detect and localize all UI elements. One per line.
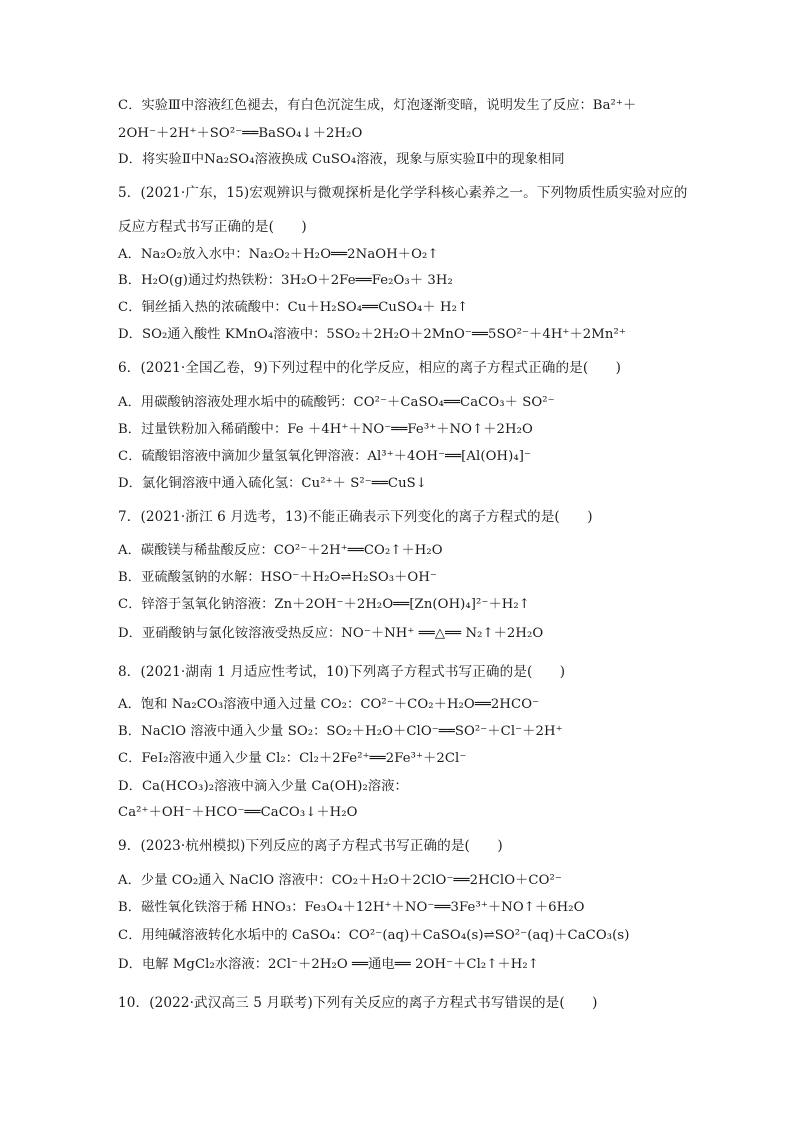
option-d-q4: D．将实验Ⅱ中Na₂SO₄溶液换成 CuSO₄溶液，现象与原实验Ⅱ中的现象相同 [118, 152, 565, 167]
option-c-q4-line2: 2OH⁻＋2H⁺＋SO²⁻══BaSO₄↓＋2H₂O [118, 126, 363, 141]
question-8: 8．(2021·湖南 1 月适应性考试，10)下列离子方程式书写正确的是( ) [118, 664, 566, 680]
question-5-line2: 反应方程式书写正确的是( ) [118, 219, 307, 235]
option-b-q5: B．H₂O(g)通过灼热铁粉：3H₂O＋2Fe══Fe₂O₃＋ 3H₂ [118, 273, 453, 288]
option-d-q6: D．氯化铜溶液中通入硫化氢：Cu²⁺＋ S²⁻══CuS↓ [118, 476, 427, 491]
question-10: 10．(2022·武汉高三 5 月联考)下列有关反应的离子方程式书写错误的是( ) [118, 995, 598, 1011]
option-a-q7: A．碳酸镁与稀盐酸反应：CO²⁻＋2H⁺══CO₂↑＋H₂O [118, 543, 443, 558]
option-b-q7: B．亚硫酸氢钠的水解：HSO⁻＋H₂O⇌H₂SO₃＋OH⁻ [118, 570, 437, 585]
option-b-q8: B．NaClO 溶液中通入少量 SO₂：SO₂＋H₂O＋ClO⁻══SO²⁻＋Cl⁻＋2H⁺ [118, 724, 563, 739]
option-c-q4-line1: C．实验Ⅲ中溶液红色褪去，有白色沉淀生成，灯泡逐渐变暗，说明发生了反应：Ba²⁺＋ [118, 98, 637, 113]
option-d-q5: D．SO₂通入酸性 KMnO₄溶液中：5SO₂＋2H₂O＋2MnO⁻══5SO²⁻＋4H⁺＋2Mn²⁺ [118, 327, 626, 342]
option-d-q9: D．电解 MgCl₂水溶液：2Cl⁻＋2H₂O ══通电══ 2OH⁻＋Cl₂↑＋H₂↑ [118, 957, 539, 972]
question-9: 9．(2023·杭州模拟)下列反应的离子方程式书写正确的是( ) [118, 838, 503, 854]
option-c-q5: C．铜丝插入热的浓硫酸中：Cu＋H₂SO₄══CuSO₄＋ H₂↑ [118, 300, 469, 315]
question-6: 6．(2021·全国乙卷，9)下列过程中的化学反应，相应的离子方程式正确的是( ) [118, 360, 622, 376]
option-c-q6: C．硫酸铝溶液中滴加少量氢氧化钾溶液：Al³⁺＋4OH⁻══[Al(OH)₄]⁻ [118, 449, 532, 464]
option-d-q7: D．亚硝酸钠与氯化铵溶液受热反应：NO⁻＋NH⁺ ══△══ N₂↑＋2H₂O [118, 626, 544, 641]
option-a-q8: A．饱和 Na₂CO₃溶液中通入过量 CO₂：CO²⁻＋CO₂＋H₂O══2HCO⁻ [118, 697, 540, 712]
option-c-q9: C．用纯碱溶液转化水垢中的 CaSO₄：CO²⁻(aq)＋CaSO₄(s)⇌SO²⁻(aq)＋CaCO₃(s) [118, 928, 630, 943]
option-d-q8-line2: Ca²⁺＋OH⁻＋HCO⁻══CaCO₃↓＋H₂O [118, 805, 358, 820]
option-b-q9: B．磁性氧化铁溶于稀 HNO₃：Fe₃O₄＋12H⁺＋NO⁻══3Fe³⁺＋NO↑＋6H₂O [118, 900, 585, 915]
option-a-q9: A．少量 CO₂通入 NaClO 溶液中：CO₂＋H₂O＋2ClO⁻══2HClO＋CO²⁻ [118, 873, 562, 888]
question-5-line1: 5．(2021·广东，15)宏观辨识与微观探析是化学学科核心素养之一。下列物质性质实验对应的 [118, 185, 688, 201]
option-c-q8: C．FeI₂溶液中通入少量 Cl₂：Cl₂＋2Fe²⁺══2Fe³⁺＋2Cl⁻ [118, 751, 467, 766]
option-d-q8-line1: D．Ca(HCO₃)₂溶液中滴入少量 Ca(OH)₂溶液： [118, 779, 408, 794]
option-c-q7: C．锌溶于氢氧化钠溶液：Zn＋2OH⁻＋2H₂O══[Zn(OH)₄]²⁻＋H₂↑ [118, 597, 530, 612]
option-b-q6: B．过量铁粉加入稀硝酸中：Fe ＋4H⁺＋NO⁻══Fe³⁺＋NO↑＋2H₂O [118, 422, 533, 437]
option-a-q6: A．用碳酸钠溶液处理水垢中的硫酸钙：CO²⁻＋CaSO₄══CaCO₃＋ SO²⁻ [118, 395, 555, 410]
option-a-q5: A．Na₂O₂放入水中：Na₂O₂＋H₂O══2NaOH＋O₂↑ [118, 247, 439, 262]
question-7: 7．(2021·浙江 6 月选考，13)不能正确表示下列变化的离子方程式的是( ) [118, 509, 593, 525]
